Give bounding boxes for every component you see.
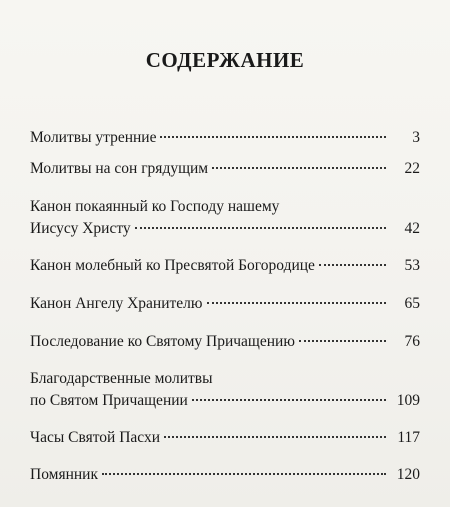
toc-entry-title-line2: по Святом Причащении	[30, 392, 188, 409]
toc-page-number: 117	[397, 429, 420, 446]
toc-page-number: 53	[404, 257, 420, 274]
toc-entry-title: Часы Святой Пасхи	[30, 429, 160, 446]
toc-entry-communion-rule	[30, 331, 420, 353]
table-of-contents	[30, 122, 420, 486]
dot-leader	[164, 436, 386, 438]
dot-leader	[102, 473, 386, 475]
dot-leader	[212, 167, 386, 169]
dot-leader	[160, 136, 386, 138]
toc-entry-title: Помянник	[30, 466, 99, 483]
toc-entry-penitential-canon	[30, 196, 420, 240]
toc-page-number: 65	[404, 295, 420, 312]
toc-entry-theotokos-canon	[30, 255, 420, 277]
toc-page-number: 109	[396, 392, 420, 409]
toc-entry-paschal-hours	[30, 427, 420, 449]
toc-page-number: 3	[412, 129, 420, 146]
toc-entry-title: Канон Ангелу Хранителю	[30, 295, 203, 312]
dot-leader	[135, 227, 386, 229]
toc-page-number: 120	[396, 466, 420, 483]
toc-entry-title-line1: Канон покаянный ко Господу нашему	[30, 198, 280, 215]
toc-entry-title: Канон молебный ко Пресвятой Богородице	[30, 257, 315, 274]
toc-entry-title: Молитвы утренние	[30, 129, 157, 146]
toc-page-number: 42	[404, 220, 420, 237]
toc-entry-guardian-angel-canon	[30, 293, 420, 315]
toc-entry-thanksgiving-prayers	[30, 368, 420, 412]
dot-leader	[207, 302, 387, 304]
toc-entry-commemoration-book	[30, 464, 420, 486]
toc-entry-title-line2: Иисусу Христу	[30, 220, 131, 237]
dot-leader	[299, 340, 386, 342]
toc-page-number: 76	[404, 333, 420, 350]
toc-entry-title: Молитвы на сон грядущим	[30, 160, 209, 177]
toc-entry-evening-prayers	[30, 158, 420, 180]
dot-leader	[192, 399, 386, 401]
toc-page-number: 22	[404, 160, 420, 177]
toc-entry-title: Последование ко Святому Причащению	[30, 333, 295, 350]
toc-entry-title-line1: Благодарственные молитвы	[30, 370, 213, 387]
toc-entry-morning-prayers	[30, 127, 420, 149]
page-title: СОДЕРЖАНИЕ	[145, 48, 305, 72]
dot-leader	[319, 264, 386, 266]
